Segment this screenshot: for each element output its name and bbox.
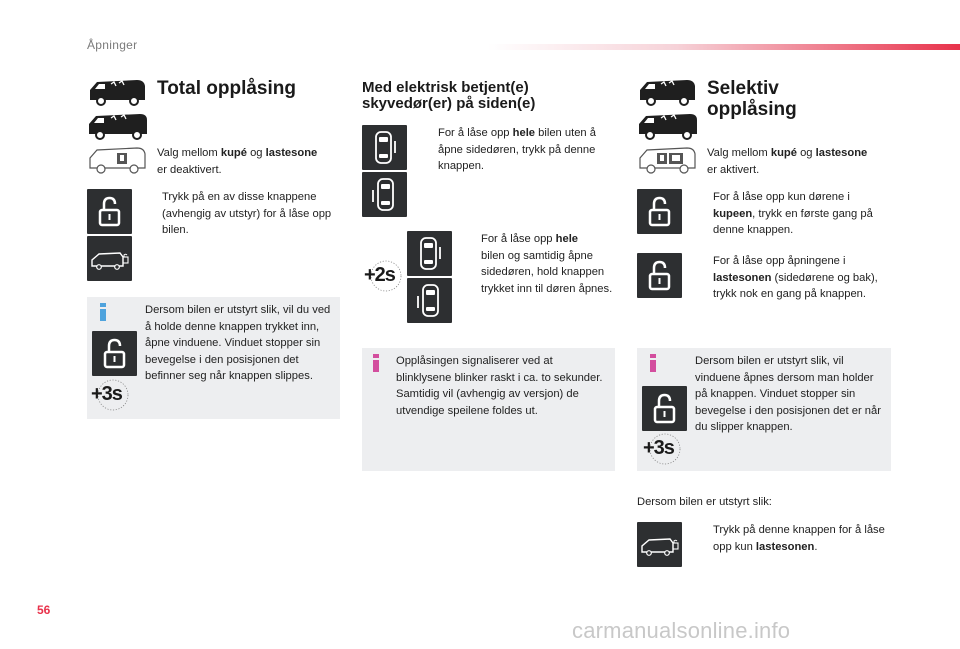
info-icon (650, 354, 656, 372)
col2-info-box (362, 348, 615, 471)
padlock-open-icon (637, 189, 682, 234)
col3-bullet1-text: For å låse opp kun dørene i kupeen, trykk en første gang på denne knappen. (713, 191, 873, 236)
section-header: Åpninger (87, 38, 138, 52)
van-icon (87, 78, 147, 106)
title-selective-unlocking: Selektiv opplåsing (707, 78, 797, 120)
col1-info-text: Dersom bilen er utstyrt slik, vil du ved å holde denne knappen trykket inn, åpne vinduene. Vinduet stopper sin bevegelse i den posisjonen det befinner seg når knappen slippes. (145, 304, 331, 382)
sliding-door-unlock-button (407, 231, 452, 276)
col2-bullet2-text: For å låse opp hele bilen og samtidig åpne sidedøren, hold knappen trykket inn til døren åpnes. (481, 233, 613, 295)
car-top-view-icon (362, 172, 407, 217)
title-electric-sliding-doors: Med elektrisk betjent(e) skyvedør(er) på siden(e) (362, 79, 536, 112)
padlock-open-icon (87, 189, 132, 234)
padlock-open-icon (642, 386, 687, 431)
unlock-button (92, 331, 137, 376)
padlock-open-icon (637, 253, 682, 298)
sliding-door-unlock-button (362, 172, 407, 217)
info-icon (373, 354, 379, 372)
car-top-view-icon (362, 125, 407, 170)
timer-3s-icon (89, 377, 133, 413)
van-outline-icon (637, 145, 697, 175)
col2-info-text: Opplåsingen signaliserer ved at blinklysene blinker raskt i ca. to sekunder. Samtidig vil (avhengig av versjon) de utvendige speilene foldes ut. (396, 355, 603, 417)
col3-choice-text: Valg mellom kupé og lastesone er aktivert. (707, 147, 868, 176)
col1-bullet-text: Trykk på en av disse knappene (avhengig av utstyr) for å låse opp bilen. (162, 191, 332, 236)
van-rear-unlock-icon (637, 522, 682, 567)
title-total-unlocking: Total opplåsing (157, 78, 296, 99)
sliding-door-unlock-button (362, 125, 407, 170)
timer-label: +3s (643, 437, 674, 459)
unlock-button (642, 386, 687, 431)
unlock-button (87, 189, 132, 234)
padlock-open-icon (92, 331, 137, 376)
col3-info-box (637, 348, 891, 471)
col2-bullet1-text: For å låse opp hele bilen uten å åpne sidedøren, trykk på denne knappen. (438, 127, 596, 172)
header-accent-bar (488, 44, 960, 50)
van-outline-icon (87, 145, 147, 175)
car-top-view-icon (407, 278, 452, 323)
col3-bullet3-text: Trykk på denne knappen for å låse opp kun lastesonen. (713, 524, 885, 553)
timer-label: +2s (364, 264, 395, 286)
col3-info-text: Dersom bilen er utstyrt slik, vil vinduene åpnes dersom man holder på knappen. Vinduet stopper sin bevegelse i den posisjonen det er når du slipper knappen. (695, 355, 881, 433)
col3-bullet2-text: For å låse opp åpningene i lastesonen (sidedørene og bak), trykk nok en gang på knappen. (713, 255, 878, 300)
rear-unlock-button (87, 236, 132, 281)
van-rear-unlock-icon (87, 236, 132, 281)
info-icon (100, 303, 106, 321)
van-long-icon (87, 112, 149, 140)
car-top-view-icon (407, 231, 452, 276)
van-icon (637, 78, 697, 106)
sliding-door-unlock-button (407, 278, 452, 323)
timer-2s-icon (362, 258, 406, 294)
watermark: carmanualsonline.info (572, 618, 791, 643)
col3-equip-note: Dersom bilen er utstyrt slik: (637, 496, 772, 508)
timer-3s-icon (641, 431, 685, 467)
col1-info-box (87, 297, 340, 419)
timer-label: +3s (91, 383, 122, 405)
rear-unlock-button (637, 522, 682, 567)
page-number: 56 (37, 603, 51, 617)
unlock-button (637, 189, 682, 234)
van-long-icon (637, 112, 699, 140)
unlock-button (637, 253, 682, 298)
col1-choice-text: Valg mellom kupé og lastesone er deaktivert. (157, 147, 318, 176)
